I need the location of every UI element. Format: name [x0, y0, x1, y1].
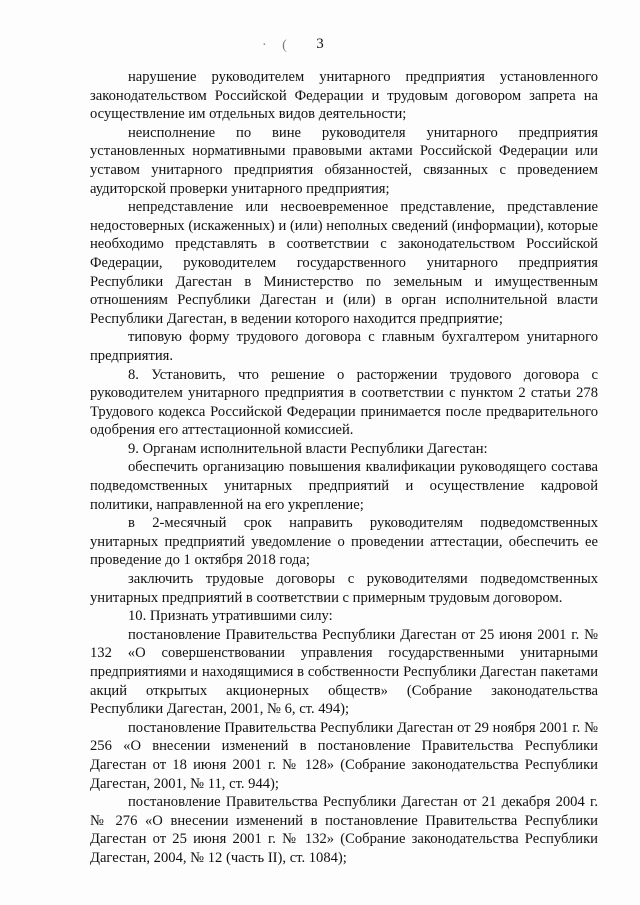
paragraph-resolution-132: постановление Правительства Республики Дагестан от 25 июня 2001 г. № 132 «О совершенствовании управления государственными унитарными предприятиями и находящимися в собственности Республики Дагестан пакетами акций открытых акционерных обществ» (Собрание законодательства Республики Дагестан, 2001, № 6, ст. 494);	[90, 626, 598, 718]
paragraph-item-8: 8. Установить, что решение о расторжении трудового договора с руководителем унитарного предприятия в соответствии с пунктом 2 статьи 278 Трудового кодекса Российской Федерации принимается после предварительного одобрения его аттестационной комиссией.	[90, 366, 598, 439]
paragraph-attestation-notice: в 2-месячный срок направить руководителям подведомственных унитарных предприятий уведомление о проведении аттестации, обеспечить ее проведение до 1 октября 2018 года;	[90, 515, 598, 569]
scan-mark: · (	[262, 38, 293, 53]
page-number: 3	[316, 36, 324, 52]
paragraph-resolution-256: постановление Правительства Республики Дагестан от 29 ноября 2001 г. № 256 «О внесении изменений в постановление Правительства Республики Дагестан от 18 июня 2001 г. № 128» (Собрание законодательства Республики Дагестан, 2001, № 11, ст. 944);	[90, 719, 598, 792]
paragraph-accountant-contract: типовую форму трудового договора с главным бухгалтером унитарного предприятия.	[90, 329, 598, 364]
paragraph-reporting: непредставление или несвоевременное представление, представление недостоверных (искаженных) и (или) неполных сведений (информации), которые необходимо представлять в соответствии с законодательством Российской Федерации, руководителем государственного унитарного предприятия Республики Дагестан в Министерство по земельным и имущественным отношениям Республики Дагестан и (или) в орган исполнительной власти Республики Дагестан, в ведении которого находится предприятие;	[90, 199, 598, 327]
document-body	[90, 68, 598, 868]
paragraph-item-9: 9. Органам исполнительной власти Республики Дагестан:	[128, 440, 488, 457]
paragraph-audit-duties: неисполнение по вине руководителя унитарного предприятия установленных нормативными правовыми актами Российской Федерации или уставом унитарного предприятия обязанностей, связанных с проведением аудиторской проверки унитарного предприятия;	[90, 124, 598, 197]
paragraph-labor-contracts: заключить трудовые договоры с руководителями подведомственных унитарных предприятий в соответствии с примерным трудовым договором.	[90, 571, 598, 606]
paragraph-item-10: 10. Признать утратившими силу:	[128, 608, 333, 625]
paragraph-violation-ban: нарушение руководителем унитарного предприятия установленного законодательством Российской Федерации и трудовым договором запрета на осуществление им отдельных видов деятельности;	[90, 69, 598, 123]
paragraph-resolution-276: постановление Правительства Республики Дагестан от 21 декабря 2004 г. № 276 «О внесении изменений в постановление Правительства Республики Дагестан от 25 июня 2001 г. № 132» (Собрание законодательства Республики Дагестан, 2004, № 12 (часть II), ст. 1084);	[90, 794, 598, 866]
paragraph-qualification: обеспечить организацию повышения квалификации руководящего состава подведомственных унитарных предприятий и осуществление кадровой политики, направленной на его укрепление;	[90, 459, 598, 513]
